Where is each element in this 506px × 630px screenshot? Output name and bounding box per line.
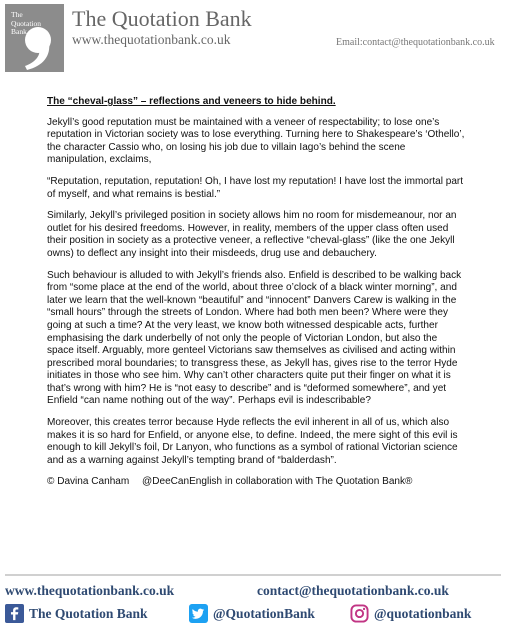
facebook-icon [5,604,24,623]
footer-contact-row [5,583,501,599]
site-url[interactable]: www.thequotationbank.co.uk [72,32,231,47]
instagram-icon [350,604,369,623]
credit-author: © Davina Canham [47,476,130,488]
logo-text: The Quotation Bank [11,10,41,36]
credit-collaboration: @DeeCanEnglish in collaboration with The Quotation Bank® [142,476,413,488]
footer-social-row [5,604,501,626]
instagram-label: @quotationbank [374,606,472,621]
article-paragraph: Moreover, this creates terror because Hyde reflects the evil inherent in all of us, which also makes it is so hard for Enfield, or anyone else, to define. Indeed, the mere sight of this evil is enough to kill Jekyll’s foil, Dr Lanyon, who functions as a symbol of rational Victorian science and as a warning against Jekyll’s tempting brand of “balderdash”. [47,417,458,466]
facebook-link[interactable] [5,604,148,623]
footer-divider [5,574,501,576]
twitter-icon [189,604,208,623]
article-paragraph: Such behaviour is alluded to with Jekyll’s friends also. Enfield is described to be walking back from “some place at the end of the world, about three o’clock of a black winter morning”, and later we learn that the well-known “beautiful” and “innocent” Danvers Carew is walking in the “small hours” through the streets of London. Where had both men been? Where were they going at such a time? At the very least, we know both witnessed despicable acts, further emphasising the dark underbelly of not only the people of Victorian London, but also the space itself. Arguably, more genteel Victorians saw themselves as civilised and acting within prescribed moral boundaries; to transgress these, as Jekyll has, gives rise to the terror Hyde initiates in those who see him. Why can’t other characters quite put their finger on what it is that’s wrong with him? He is “not easy to describe” and is “deformed somewhere”, and yet Enfield “can name nothing out of the way”. Perhaps evil is indescribable? [47,269,462,407]
article-paragraph: Jekyll’s good reputation must be maintained with a veneer of respectability; to lose one’s reputation in Victorian society was to lose everything. Turning here to Shakespeare’s ‘Othello’, the character Cassio who, on losing his job due to villain Iago’s behind the scene manipulation, exclaims, [47,116,465,166]
footer-url[interactable]: www.thequotationbank.co.uk [5,583,175,598]
instagram-link[interactable] [350,604,471,623]
credits [47,476,465,489]
article-paragraph: Similarly, Jekyll’s privileged position in society allows him no room for misdemeanour, nor an outlet for his desired freedoms. However, in reality, members of the upper class often used their position in society as a protective veneer, a reflective “cheval-glass” (like the one Jekyll owns) to deflect any insight into their misdeeds, drug use and debauchery. [47,210,457,259]
footer-email[interactable]: contact@thequotationbank.co.uk [257,583,449,598]
article [47,96,465,489]
article-quote: “Reputation, reputation, reputation! Oh, I have lost my reputation! I have lost the immortal part of myself, and what remains is bestial.” [47,175,464,200]
site-title: The Quotation Bank [72,6,252,31]
article-heading: The “cheval-glass” – reflections and veneers to hide behind. [47,96,336,107]
site-email[interactable]: Email:contact@thequotationbank.co.uk [336,37,495,48]
facebook-label: The Quotation Bank [29,606,148,621]
twitter-label: @QuotationBank [213,606,315,621]
twitter-link[interactable] [189,604,315,623]
logo [5,4,64,72]
